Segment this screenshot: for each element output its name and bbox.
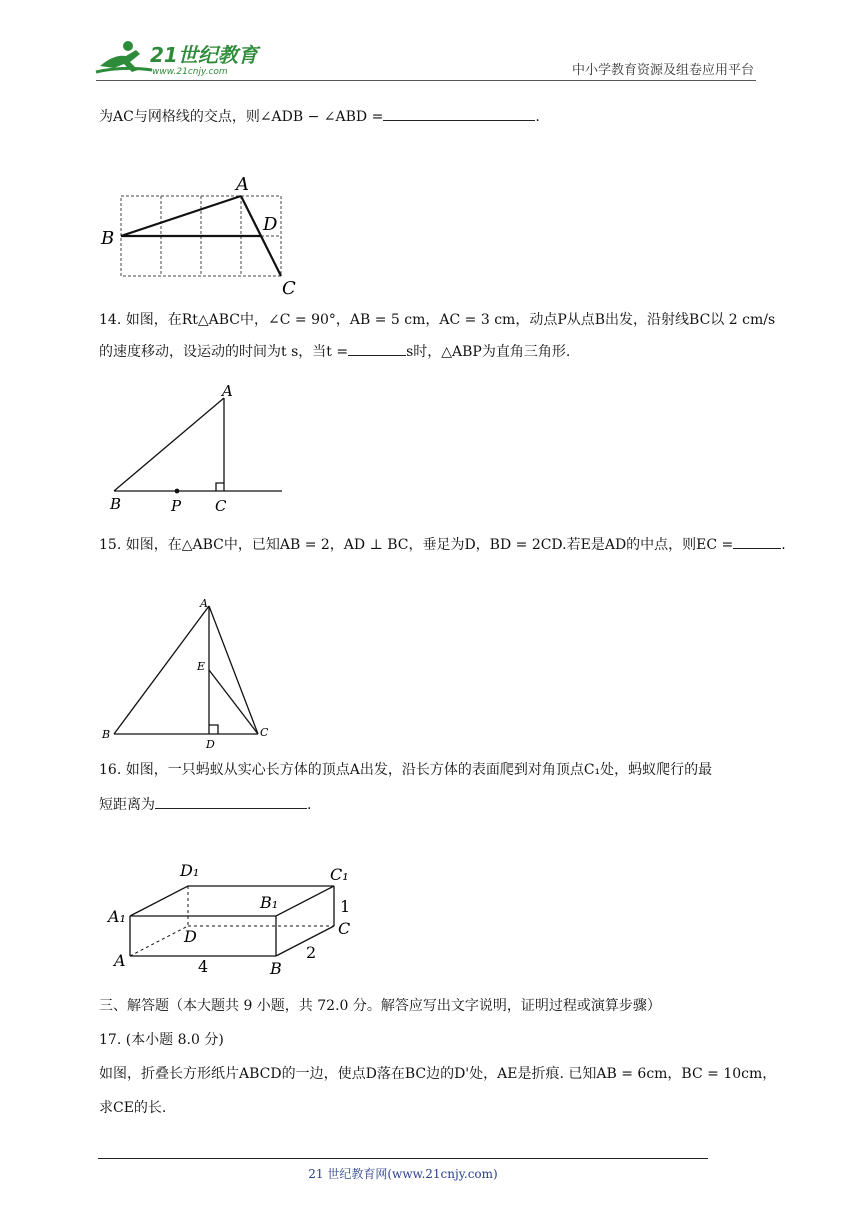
fig14-label-b: B [110, 495, 122, 513]
fig14-label-a: A [222, 382, 233, 400]
runner-logo-icon [92, 36, 262, 80]
q15-text [99, 534, 786, 555]
fig16-label-b1: B₁ [260, 893, 279, 912]
fig15-label-b: B [102, 728, 111, 741]
footer-divider [98, 1158, 708, 1159]
header-divider [96, 80, 756, 81]
q15-suffix: . [781, 537, 786, 553]
q14-line1: 14. 如图，在Rt△ABC中，∠C = 90°，AB = 5 cm，AC = 3 cm，动点P从点B出发，沿射线BC以 2 cm/s [99, 312, 776, 328]
q16-suffix: . [307, 797, 312, 813]
section3-title: 三、解答题（本大题共 9 小题，共 72.0 分。解答应写出文字说明，证明过程或演算步骤） [99, 998, 661, 1014]
fig15-label-a: A [200, 597, 208, 610]
fig14-label-c: C [215, 497, 227, 515]
q14-line2-a: 的速度移动，设运动的时间为t s，当t = [99, 344, 349, 360]
q13-prefix: 为AC与网格线的交点，则∠ADB − ∠ABD = [99, 109, 384, 125]
q16-line2 [99, 794, 311, 815]
fig14-label-p: P [171, 497, 182, 515]
q13-suffix: . [535, 109, 540, 125]
logo-url-text: www.21cnjy.com [152, 67, 228, 77]
q13-text [99, 106, 540, 127]
fig13-label-a: A [236, 174, 249, 195]
platform-name: 中小学教育资源及组卷应用平台 [571, 63, 754, 78]
q17-header: 17. (本小题 8.0 分) [99, 1032, 224, 1048]
figure-15 [98, 592, 278, 756]
fig13-label-b: B [101, 228, 115, 249]
fig16-label-a: A [114, 951, 126, 970]
fig16-label-c1: C₁ [330, 865, 349, 884]
q17-line1: 如图，折叠长方形纸片ABCD的一边，使点D落在BC边的D'处，AE是折痕. 已知AB = 6cm，BC = 10cm， [99, 1066, 777, 1082]
q14-line2 [99, 341, 570, 362]
fig13-label-d: D [263, 214, 278, 235]
fig16-label-b: B [270, 959, 282, 978]
q13-answer-blank [383, 106, 535, 121]
fig16-dim-length: 4 [198, 957, 209, 976]
footer-link[interactable]: 21 世纪教育网(www.21cnjy.com) [308, 1167, 498, 1181]
fig15-label-e: E [197, 660, 206, 673]
fig16-label-a1: A₁ [108, 907, 126, 926]
figure-13 [96, 168, 316, 302]
fig15-label-d: D [206, 738, 215, 751]
q14-line2-b: s时，△ABP为直角三角形. [406, 344, 571, 360]
site-logo [92, 36, 262, 80]
q15-body: 15. 如图，在△ABC中，已知AB = 2，AD ⊥ BC，垂足为D，BD = 2CD.若E是AD的中点，则EC = [99, 537, 734, 553]
fig16-label-c: C [338, 919, 351, 938]
fig15-label-c: C [260, 726, 269, 739]
q14-answer-blank [348, 341, 406, 356]
q16-answer-blank [155, 794, 307, 809]
q16-line2-text: 短距离为 [99, 797, 155, 813]
q16-line1: 16. 如图，一只蚂蚁从实心长方体的顶点A出发，沿长方体的表面爬到对角顶点C₁处，蚂蚁爬行的最 [99, 762, 713, 778]
figure-14 [100, 380, 300, 524]
figure-16 [100, 852, 370, 986]
q17-line2: 求CE的长. [99, 1100, 167, 1116]
fig16-dim-height: 1 [340, 897, 351, 916]
q15-answer-blank [733, 534, 781, 549]
fig16-label-d: D [184, 927, 197, 946]
fig16-label-d1: D₁ [180, 861, 200, 880]
logo-text: 21世纪教育 [150, 43, 258, 67]
fig16-dim-width: 2 [306, 943, 317, 962]
fig13-label-c: C [282, 278, 296, 298]
